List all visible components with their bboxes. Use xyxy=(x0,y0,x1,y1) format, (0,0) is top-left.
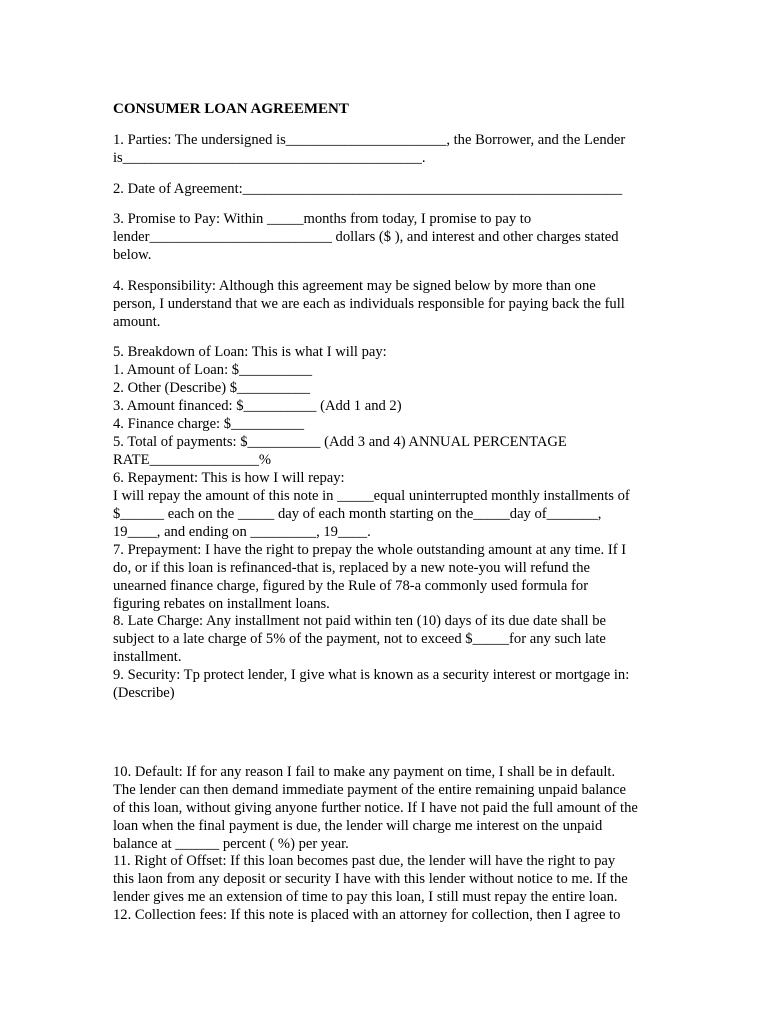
section-repayment-line-3: 19____, and ending on _________, 19____. xyxy=(113,524,371,540)
section-late-charge-line-2: subject to a late charge of 5% of the payment, not to exceed $_____for any such late xyxy=(113,631,606,647)
section-promise-line-3: below. xyxy=(113,247,152,263)
section-parties-line-1: 1. Parties: The undersigned is______________________, the Borrower, and the Lender xyxy=(113,132,626,148)
section-prepayment-line-2: do, or if this loan is refinanced-that is, replaced by a new note-you will refund the xyxy=(113,560,590,576)
section-default-line-1: 10. Default: If for any reason I fail to make any payment on time, I shall be in default. xyxy=(113,764,616,780)
section-repayment-line-2: $______ each on the _____ day of each month starting on the_____day of_______, xyxy=(113,506,602,522)
section-promise-line-2: lender_________________________ dollars ($ ), and interest and other charges stated xyxy=(113,229,619,245)
section-default-line-2: The lender can then demand immediate payment of the entire remaining unpaid balance xyxy=(113,782,627,798)
section-date-line: 2. Date of Agreement:____________________________________________________ xyxy=(113,181,623,197)
breakdown-total-payments: 5. Total of payments: $__________ (Add 3 and 4) ANNUAL PERCENTAGE xyxy=(113,434,567,450)
section-offset-line-3: lender gives me an extension of time to pay this loan, I still must repay the entire loan. xyxy=(113,889,618,905)
document-title: CONSUMER LOAN AGREEMENT xyxy=(113,101,349,117)
breakdown-apr: RATE_______________% xyxy=(113,452,272,468)
section-prepayment-line-3: unearned finance charge, figured by the Rule of 78-a commonly used formula for xyxy=(113,578,589,594)
section-offset-line-1: 11. Right of Offset: If this loan becomes past due, the lender will have the right to pay xyxy=(113,853,616,869)
section-offset-line-2: this laon from any deposit or security I have with this lender without notice to me. If the xyxy=(113,871,628,887)
section-prepayment-line-4: figuring rebates on installment loans. xyxy=(113,596,330,612)
section-breakdown-heading: 5. Breakdown of Loan: This is what I will pay: xyxy=(113,344,387,360)
section-promise-line-1: 3. Promise to Pay: Within _____months from today, I promise to pay to xyxy=(113,211,532,227)
breakdown-finance-charge: 4. Finance charge: $__________ xyxy=(113,416,305,432)
breakdown-other: 2. Other (Describe) $__________ xyxy=(113,380,310,396)
section-parties-line-2: is_________________________________________. xyxy=(113,150,426,166)
section-security-line-1: 9. Security: Tp protect lender, I give what is known as a security interest or mortgage in: xyxy=(113,667,630,683)
section-responsibility-line-3: amount. xyxy=(113,314,161,330)
section-late-charge-line-3: installment. xyxy=(113,649,182,665)
section-responsibility-line-1: 4. Responsibility: Although this agreement may be signed below by more than one xyxy=(113,278,596,294)
breakdown-amount-financed: 3. Amount financed: $__________ (Add 1 and 2) xyxy=(113,398,402,414)
section-collection-line-1: 12. Collection fees: If this note is placed with an attorney for collection, then I agree to xyxy=(113,907,621,923)
section-default-line-5: balance at ______ percent ( %) per year. xyxy=(113,836,349,852)
section-default-line-3: of this loan, without giving anyone further notice. If I have not paid the full amount of the xyxy=(113,800,638,816)
section-repayment-line-1: I will repay the amount of this note in _____equal uninterrupted monthly installments of xyxy=(113,488,630,504)
section-security-line-2: (Describe) xyxy=(113,685,175,701)
section-prepayment-line-1: 7. Prepayment: I have the right to prepay the whole outstanding amount at any time. If I xyxy=(113,542,627,558)
section-responsibility-line-2: person, I understand that we are each as individuals responsible for paying back the full xyxy=(113,296,625,312)
section-late-charge-line-1: 8. Late Charge: Any installment not paid within ten (10) days of its due date shall be xyxy=(113,613,606,629)
section-default-line-4: loan when the final payment is due, the lender will charge me interest on the unpaid xyxy=(113,818,603,834)
section-repayment-heading: 6. Repayment: This is how I will repay: xyxy=(113,470,345,486)
breakdown-amount-of-loan: 1. Amount of Loan: $__________ xyxy=(113,362,313,378)
